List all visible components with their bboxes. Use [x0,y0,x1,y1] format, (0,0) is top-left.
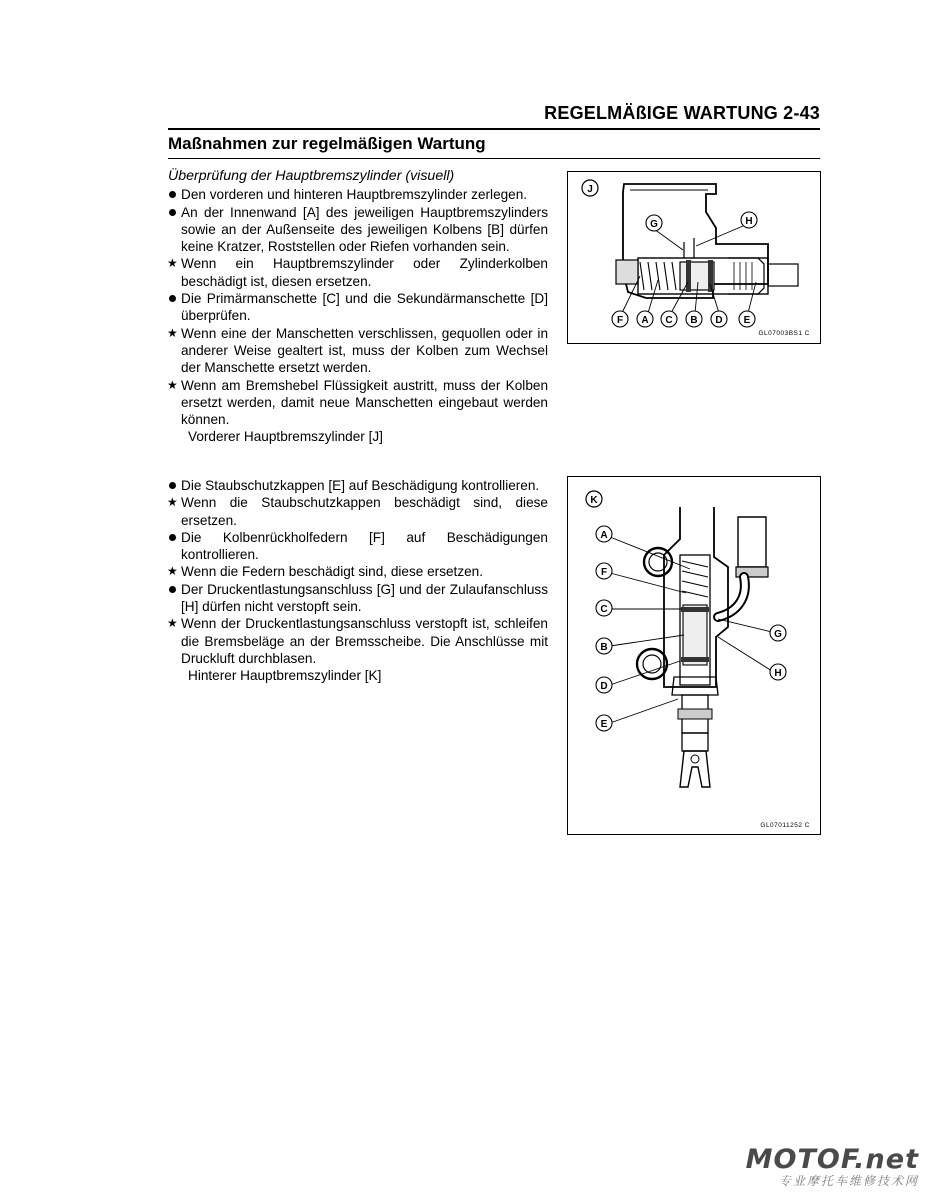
list-item [168,204,548,256]
list-item [168,377,548,429]
list-item [168,325,548,377]
star-bullet-icon: ★ [167,616,178,631]
svg-text:D: D [715,315,723,326]
list-item-text: Die Primärmanschette [C] und die Sekundärmanschette [D] überprüfen. [181,291,548,324]
piston [683,605,707,665]
return-spring [640,262,676,290]
front-instruction-list [168,186,548,428]
section-title: Maßnahmen zur regelmäßigen Wartung [168,134,486,153]
svg-text:A: A [641,315,649,326]
watermark [746,1146,919,1188]
front-master-cylinder-drawing [568,172,820,343]
figure-caption-front: Vorderer Hauptbremszylinder [J] [188,429,383,445]
text-block-rear [168,477,548,685]
list-item-text: Wenn ein Hauptbremszylinder oder Zylinderkolben beschädigt ist, diesen ersetzen. [181,256,548,289]
svg-text:C: C [600,604,608,615]
figure-code: GL07011252 C [760,822,810,829]
return-spring [682,561,708,597]
svg-text:E: E [600,719,608,730]
list-item [168,581,548,616]
list-item-text: Wenn am Bremshebel Flüssigkeit austritt, muss der Kolben ersetzt werden, damit neue Manschetten eingebaut werden können. [181,377,548,428]
svg-text:G: G [774,629,782,640]
svg-text:H: H [774,668,782,679]
figure-front-master-cylinder [567,171,821,344]
list-item [168,477,548,494]
figure-label: J [587,184,593,195]
section-rule [168,158,820,159]
svg-text:D: D [600,681,608,692]
list-item [168,563,548,580]
svg-text:A: A [600,530,608,541]
list-item-text: Wenn eine der Manschetten verschlissen, gequollen oder in anderer Weise gealtert ist, muss der Kolben zum Wechsel der Manschette ersetzt werden. [181,325,548,376]
list-item-text: Den vorderen und hinteren Hauptbremszylinder zerlegen. [181,187,528,203]
list-item-text: An der Innenwand [A] des jeweiligen Hauptbremszylinders sowie an der Außenseite des jeweiligen Kolbens [B] dürfen keine Kratzer, Roststellen oder Riefen vorhanden sein. [181,204,548,255]
list-item-text: Die Kolbenrückholfedern [F] auf Beschädigungen kontrollieren. [181,529,548,563]
adjuster [682,733,708,751]
lock-nut [678,709,712,719]
svg-text:F: F [600,567,608,578]
svg-text:B: B [600,642,608,653]
list-item-text: Wenn die Federn beschädigt sind, diese ersetzen. [181,564,484,580]
list-item-text: Wenn die Staubschutzkappen beschädigt sind, diese ersetzen. [181,495,548,528]
svg-text:F: F [616,315,624,326]
page-header-title: REGELMÄßIGE WARTUNG 2-43 [544,103,820,123]
svg-text:B: B [690,315,698,326]
svg-text:G: G [650,219,658,230]
svg-text:H: H [745,216,753,227]
list-item [168,529,548,564]
dust-boot-ribs [734,262,752,290]
header-rule [168,128,820,130]
text-block-front [168,168,548,446]
star-bullet-icon: ★ [167,325,178,340]
reservoir-hose [738,517,766,567]
primary-cup [681,607,709,612]
star-bullet-icon: ★ [167,495,178,510]
svg-text:E: E [743,315,751,326]
rear-master-cylinder-drawing [568,477,820,834]
dust-boot [672,677,718,695]
push-rod [616,260,638,284]
svg-text:C: C [665,315,673,326]
star-bullet-icon: ★ [167,564,178,579]
figure-code: GL07003BS1 C [758,330,810,337]
list-item [168,494,548,529]
list-item [168,290,548,325]
clevis [680,751,710,787]
watermark-tagline: 专业摩托车维修技术网 [778,1174,919,1188]
list-item [168,186,548,203]
list-item-text: Wenn der Druckentlastungsanschluss verstopft ist, schleifen die Bremsbeläge an der Bremsscheibe. Die Anschlüsse mit Druckluft durchblasen. [181,616,548,666]
lever-rod [768,264,798,286]
watermark-logo: MOTOF.net [745,1144,919,1175]
list-item-text: Der Druckentlastungsanschluss [G] und der Zulaufanschluss [H] dürfen nicht verstopft sein. [181,581,548,615]
secondary-cup [708,260,713,292]
figure-caption-rear: Hinterer Hauptbremszylinder [K] [188,668,382,684]
figure-label: K [590,495,598,506]
list-item-text: Die Staubschutzkappen [E] auf Beschädigung kontrollieren. [181,478,540,493]
star-bullet-icon: ★ [167,256,178,271]
figure-rear-master-cylinder [567,476,821,835]
primary-cup [686,260,691,292]
ports [684,238,694,258]
rear-instruction-list [168,477,548,667]
secondary-cup [681,657,709,662]
subsection-title: Überprüfung der Hauptbremszylinder (visuell) [168,168,455,184]
star-bullet-icon: ★ [167,377,178,392]
list-item [168,615,548,667]
list-item [168,255,548,290]
